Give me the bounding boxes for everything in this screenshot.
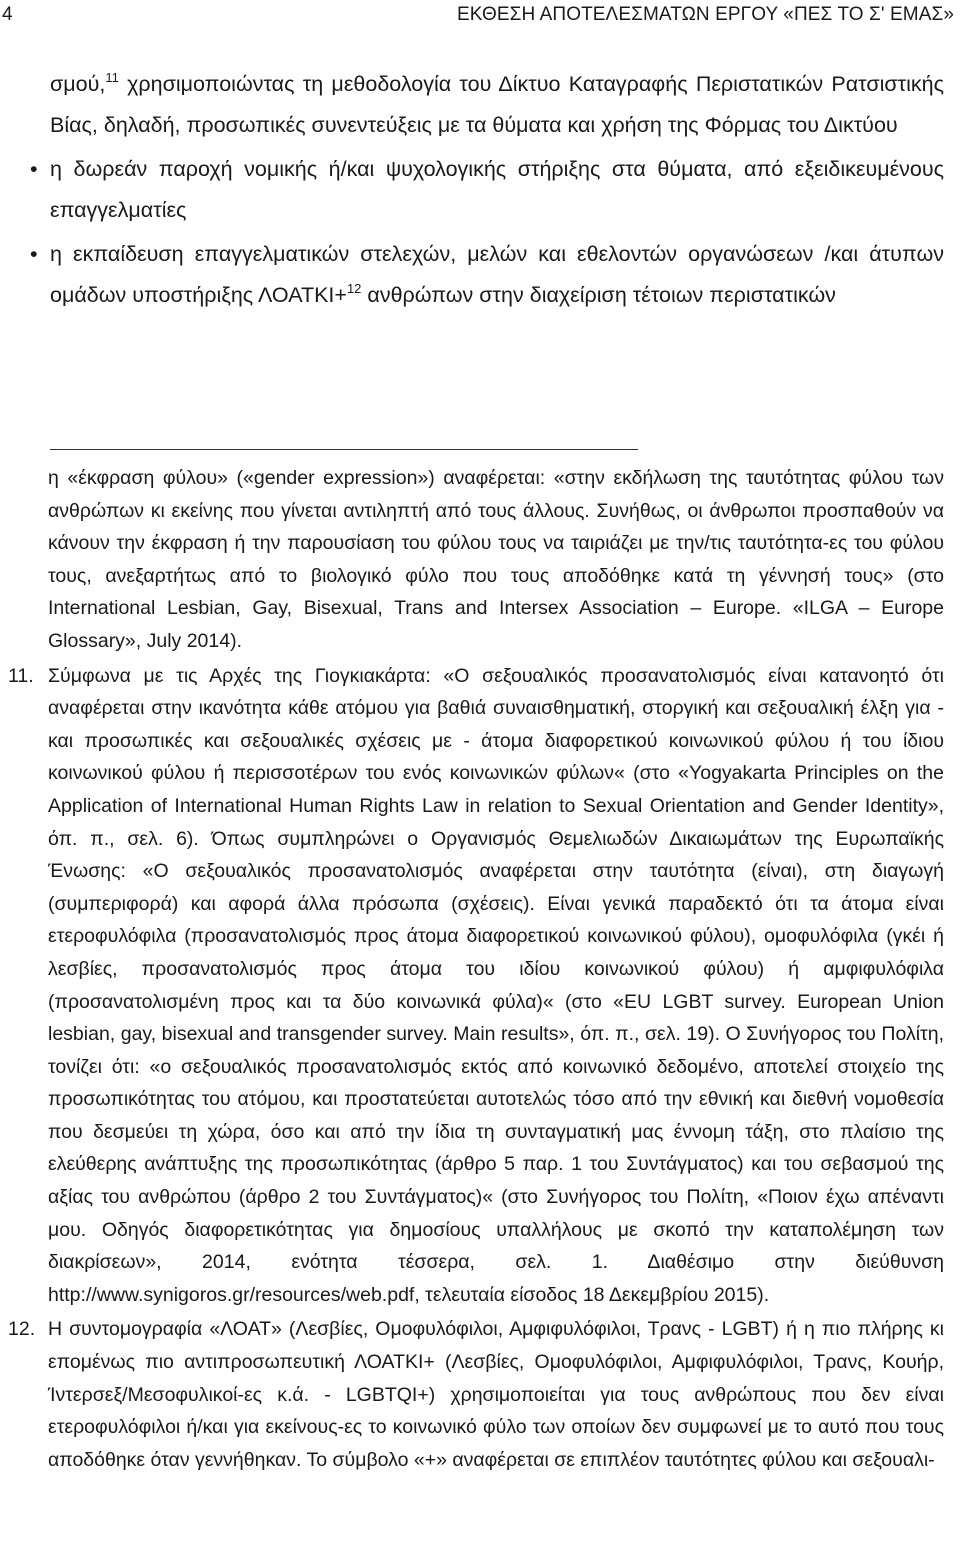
bullet-icon: • <box>30 242 38 266</box>
footnote-ref-12[interactable]: 12 <box>346 280 362 296</box>
footnote-10-continuation <box>48 462 944 658</box>
footnote-separator <box>50 449 638 450</box>
list-item <box>30 234 944 315</box>
bullet-text: η δωρεάν παροχή νομικής ή/και ψυχολογικής στήριξης στα θύματα, από εξειδικευμένους επαγγελματίες <box>50 157 944 222</box>
page-number: 4 <box>2 4 13 25</box>
footnote-number: 11. <box>8 664 34 687</box>
bullet-icon: • <box>30 157 38 181</box>
bullet-text-end: ανθρώπων στην διαχείριση τέτοιων περιστατικών <box>361 282 836 307</box>
footnote-number: 12. <box>8 1318 36 1341</box>
running-title: ΕΚΘΕΣΗ ΑΠΟΤΕΛΕΣΜΑΤΩΝ ΕΡΓΟΥ «ΠΕΣ ΤΟ Σ' ΕΜΑΣ» <box>456 4 954 25</box>
footnote-text: Η συντομογραφία «ΛΟΑΤ» (Λεσβίες, Ομοφυλόφιλοι, Αμφιφυλόφιλοι, Τρανς - LGBT) ή η πιο πλήρης κι επομένως πιο αντιπροσωπευτική ΛΟΑΤΚΙ+ (Λεσβίες, Ομοφυλόφιλοι, Αμφιφυλόφιλοι, Τρανς, Κουήρ, Ίντερσεξ/Μεσοφυλικοί-ες κ.ά. - LGBTQI+) χρησιμοποιείται για τους ανθρώπους που δεν είναι ετεροφυλόφιλοι ή/και για εκείνους-ες το κοινωνικό φύλο των οποίων δεν συμφωνεί με το αυτό που τους αποδόθηκε όταν γεννήθηκαν. Το σύμβολο «+» αναφέρεται σε επιπλέον ταυτότητες φύλου και σεξουαλι- <box>48 1318 944 1471</box>
bullet-list <box>30 149 944 315</box>
body-paragraph <box>50 64 944 145</box>
list-item <box>30 149 944 230</box>
paragraph-rest: χρησιμοποιώντας τη μεθοδολογία του Δίκτυο Καταγραφής Περιστατικών Ρατσιστικής Βίας, δηλαδή, προσωπικές συνεντεύξεις με τα θύματα και χρήση της Φόρμας του Δικτύου <box>50 72 944 137</box>
footnotes <box>8 462 944 1476</box>
bullet-text: η εκπαίδευση επαγγελματικών στελεχών, μελών και εθελοντών οργανώσεων /και άτυπων ομάδων υποστήριξης ΛΟΑΤΚΙ+ <box>50 242 944 307</box>
footnote-11 <box>8 660 944 1312</box>
footnote-text-tail: , τελευταία είσοδος 18 Δεκεμβρίου 2015). <box>414 1283 770 1306</box>
page-header <box>2 2 954 28</box>
footnote-12 <box>8 1313 944 1476</box>
footnote-text: η «έκφραση φύλου» («gender expression») αναφέρεται: «στην εκδήλωση της ταυτότητας φύλου των ανθρώπων κι εκείνης που γίνεται αντιληπτή από τους άλλους. Συνήθως, οι άνθρωποι προσπαθούν να κάνουν την έκφραση ή την παρουσίαση του φύλου τους να ταιριάζει με την/τις ταυτότητα-ες του φύλου τους, ανεξαρτήτως από το βιολογικό φύλο που τους αποδόθηκε κατά τη γέννησή τους» (στο International Lesbian, Gay, Bisexual, Trans and Intersex Association – Europe. «ILGA – Europe Glossary», July 2014). <box>48 467 944 652</box>
main-text <box>30 64 944 319</box>
footnote-ref-11[interactable]: 11 <box>105 70 119 85</box>
footnote-url-link[interactable]: http://www.synigoros.gr/resources/web.pdf <box>48 1283 415 1306</box>
footnote-text: Σύμφωνα με τις Αρχές της Γιογκιακάρτα: «Ο σεξουαλικός προσανατολισμός είναι κατανοητό ότι αναφέρεται στην ικανότητα κάθε ατόμου για βαθιά συναισθηματική, στοργική και σεξουαλική έλξη για - και προσωπικές και σεξουαλικές σχέσεις με - άτομα διαφορετικού κοινωνικού φύλου ή του ίδιου κοινωνικού φύλου ή περισσοτέρων του ενός κοινωνικών φύλων« (στο «Yogyakarta Principles on the Application of International Human Rights Law in relation to Sexual Orientation and Gender Identity», όπ. π., σελ. 6). Όπως συμπληρώνει ο Οργανισμός Θεμελιωδών Δικαιωμάτων της Ευρωπαϊκής Ένωσης: «Ο σεξουαλικός προσανατολισμός αναφέρεται στην ταυτότητα (είναι), στη διαγωγή (συμπεριφορά) και αφορά άλλα πρόσωπα (σχέσεις). Είναι γενικά παραδεκτό ότι τα άτομα είναι ετεροφυλόφιλα (προσανατολισμός προς άτομα διαφορετικού κοινωνικού φύλου), ομοφυλόφιλα (γκέι ή λεσβίες, προσανατολισμός προς άτομα του ιδίου κοινωνικού φύλου) ή αμφιφυλόφιλα (προσανατολισμένη προς και τα δύο κοινωνικά φύλα)« (στο «EU LGBT survey. European Union lesbian, gay, bisexual and transgender survey. Main results», όπ. π., σελ. 19). Ο Συνήγορος του Πολίτη, τονίζει ότι: «ο σεξουαλικός προσανατολισμός εκτός από κοινωνικό δεδομένο, αποτελεί στοιχείο της προσωπικότητας του ατόμου, και προστατεύεται αυτοτελώς τόσο από την εθνική και διεθνή νομοθεσία που δεσμεύει τη χώρα, όσο και από την ίδια τη συνταγματική μας έννομη τάξη, στο πλαίσιο της ελεύθερης ανάπτυξης της προσωπικότητας (άρθρο 5 παρ. 1 του Συντάγματος) και του σεβασμού της αξίας του ανθρώπου (άρθρο 2 του Συντάγματος)« (στο Συνήγορος του Πολίτη, «Ποιον έχω απέναντι μου. Οδηγός διαφορετικότητας για δημοσίους υπαλλήλους με σκοπό την καταπολέμηση των διακρίσεων», 2014, ενότητα τέσσερα, σελ. 1. Διαθέσιμο στην διεύθυνση <box>48 664 944 1274</box>
paragraph-start: σμού, <box>50 72 106 96</box>
